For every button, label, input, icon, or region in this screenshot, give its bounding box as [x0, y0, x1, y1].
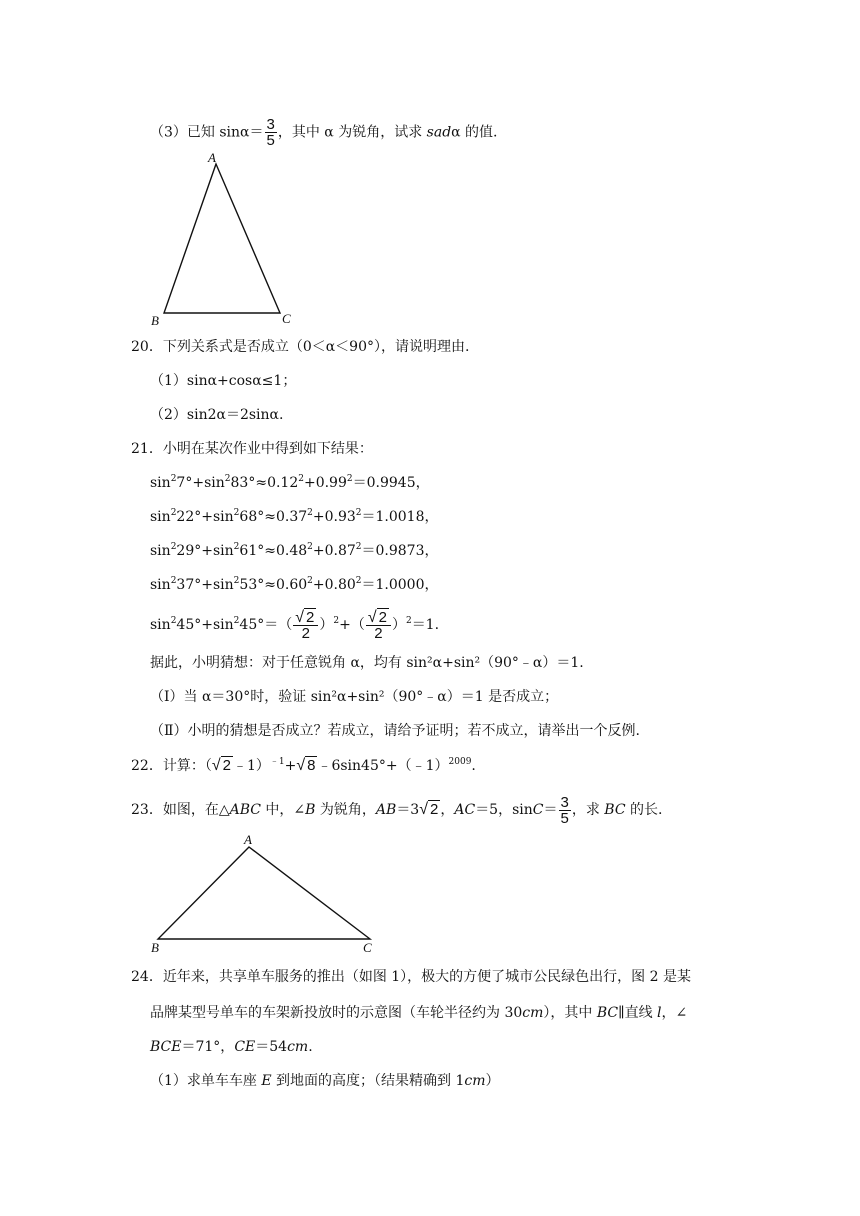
- fraction-3-5: $\frac{3}{5}$: [560, 793, 569, 827]
- q21-row-1: $\sin^27^\circ+\sin^283^\circ\approx 0.12^2+0.99^2=0.9945$，: [150, 474, 430, 491]
- q21-part-ii: （Ⅱ）小明的猜想是否成立？若成立，请给予证明；若不成立，请举出一个反例.: [150, 723, 640, 739]
- fraction-sqrt2-over-2: $\frac{√ 2}{2}$: [293, 610, 318, 641]
- q20-part1: （1）sinα+cosα≤1；: [150, 373, 297, 389]
- q21-row-3: $\sin^229^\circ+\sin^261^\circ\approx 0.48^2+0.87^2=0.9873$，: [150, 542, 439, 559]
- q20-stem: 20．下列关系式是否成立（0＜α＜90°），请说明理由.: [131, 339, 470, 355]
- figure-triangle-2: [148, 830, 383, 955]
- vertex-b-label: B: [151, 313, 159, 328]
- q21-stem: 21．小明在某次作业中得到如下结果：: [131, 441, 373, 457]
- q21-part-i: （Ⅰ）当 α＝30°时，验证 sin²α+sin²（90°﹣α）＝1 是否成立；: [150, 689, 559, 705]
- q20-part2: （2）sin2α＝2sinα.: [150, 407, 284, 423]
- vertex-c-label: C: [282, 311, 291, 326]
- q23-stem: 23．如图，在△ABC 中，∠B 为锐角，AB＝3√ 2 ，AC＝5，sinC＝ $\frac{3}{5}$ ，求 BC 的长.: [131, 793, 663, 827]
- q21-row-5: $\sin^245^\circ+\sin^245^\circ=$（ $\frac{√ 2}{2}$ ）$^2$+（ $\frac{√ 2}{2}$ ）$^2$＝1.: [150, 608, 440, 642]
- q22-expression: 22．计算：（√ 2 ﹣1）$^{﹣1}$+√ 8 ﹣6sin45°+（﹣1）$^{2009}$.: [131, 757, 476, 774]
- figure-triangle-1: [148, 150, 298, 328]
- vertex-a-label: A: [244, 832, 252, 847]
- q24-part-1: （1）求单车车座 E 到地面的高度；（结果精确到 1cm）: [150, 1073, 500, 1089]
- q21-row-4: $\sin^237^\circ+\sin^253^\circ\approx 0.60^2+0.80^2=1.0000$，: [150, 576, 439, 593]
- sqrt-2: √ 2: [419, 801, 439, 818]
- q19-part3: （3）已知 sinα＝ $\frac{3}{5}$ ，其中 α 为锐角，试求 sadα 的值.: [150, 116, 498, 149]
- sqrt-8: √ 8: [296, 757, 316, 774]
- fraction-3-5: $\frac{3}{5}$: [266, 116, 275, 149]
- vertex-c-label: C: [363, 940, 372, 955]
- q21-conjecture: 据此，小明猜想：对于任意锐角 α，均有 sin²α+sin²（90°﹣α）＝1.: [150, 655, 584, 671]
- q24-line-3: BCE＝71°，CE＝54cm.: [150, 1039, 313, 1055]
- sqrt-2: √ 2: [211, 757, 231, 774]
- vertex-a-label: A: [208, 150, 216, 165]
- q21-row-2: $\sin^222^\circ+\sin^268^\circ\approx 0.37^2+0.93^2=1.0018$，: [150, 508, 439, 525]
- vertex-b-label: B: [151, 940, 159, 955]
- q24-line-2: 品牌某型号单车的车架新投放时的示意图（车轮半径约为 30cm），其中 BC∥直线 l，∠: [150, 1005, 688, 1021]
- q24-line-1: 24．近年来，共享单车服务的推出（如图 1），极大的方便了城市公民绿色出行，图 2 是某: [131, 969, 691, 985]
- fraction-sqrt2-over-2: $\frac{√ 2}{2}$: [366, 610, 391, 641]
- triangle-abc-2: [158, 847, 370, 939]
- triangle-abc: [164, 164, 280, 313]
